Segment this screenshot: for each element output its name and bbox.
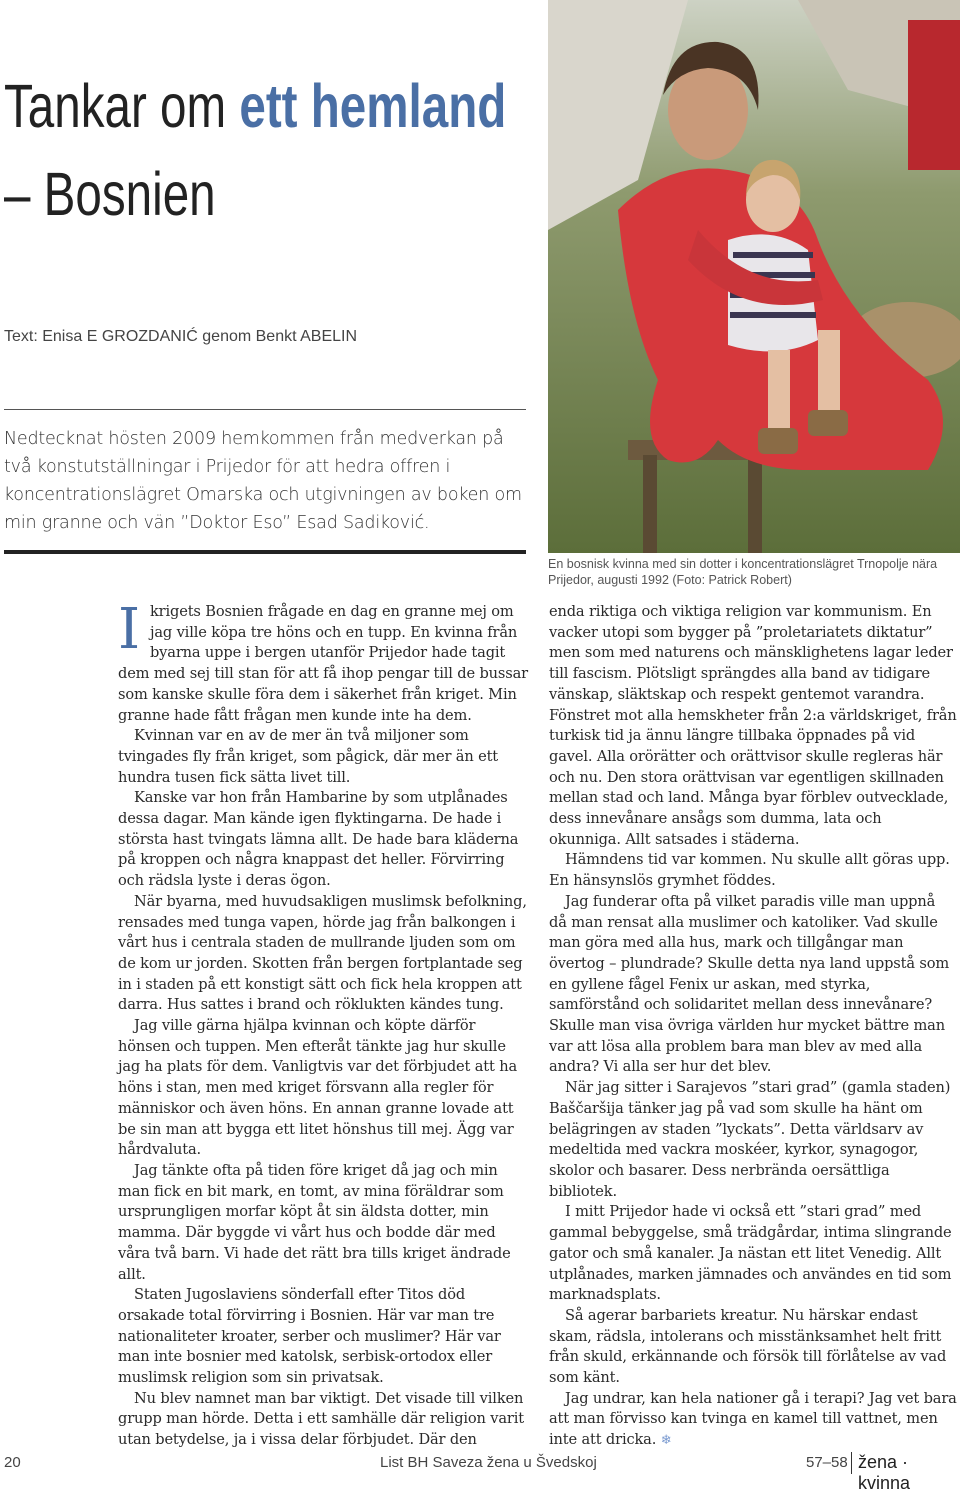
page-footer	[0, 1452, 960, 1493]
photo-caption: En bosnisk kvinna med sin dotter i koncentrationslägret Trnopolje nära Prijedor, augusti 1992 (Foto: Patrick Robert)	[548, 557, 938, 587]
paragraph: Staten Jugoslaviens sönderfall efter Titos död orsakade total förvirring i Bosnien. Här var man tre nationaliteter kroater, serber och muslimer? Här var man inte bosnier med katolsk, serbisk-ortodox eller muslimsk religion som sin privatsak.	[118, 1286, 501, 1387]
article-photo	[548, 0, 960, 553]
article-column-left	[118, 597, 528, 1451]
paragraph: Hämndens tid var kommen. Nu skulle allt göras upp. En hänsynslös grymhet föddes.	[549, 851, 950, 890]
paragraph: Kvinnan var en av de mer än två miljoner som tvingades fly från kriget, som pågick, där mer än ett hundra tusen fick sätta livet till.	[118, 727, 499, 786]
paragraph: Kanske var hon från Hambarine by som utplånades dessa dagar. Man kände igen flyktingarna. De hade i största hast tvingats lämna allt. De hade bara kläderna på kroppen och några knappast det heller. Förvirring och rädsla lyste i deras ögon.	[118, 789, 519, 890]
title-line2: – Bosnien	[4, 160, 216, 228]
paragraph: Jag tänkte ofta på tiden före kriget då jag och min man fick en bit mark, en tomt, av mina föräldrar som ursprungligen morfar köpt åt sin äldsta dotter, min mamma. Där byggde vi vårt hus och bodde där med våra två barn. Vi hade det rätt bra tills kriget ändrade allt.	[118, 1161, 511, 1283]
issue-number: 57–58	[806, 1454, 848, 1471]
paragraph: Nu blev namnet man bar viktigt. Det visade till vilken grupp man hörde. Detta i ett samhälle där religion varit utan betydelse, ja i vissa delar förbjudet. Där den	[118, 1389, 524, 1449]
byline: Text: Enisa E GROZDANIĆ genom Benkt ABELIN	[4, 328, 358, 345]
paragraph: Jag ville gärna hjälpa kvinnan och köpte därför hönsen och tuppen. Men efteråt tänkte jag hur skulle jag ha plats för dem. Vanligtvis var det förbjudet att ha höns i stan, men med kriget försvann alla regler för människor och även höns. En annan granne lovade att be sin man att bygga ett litet hönshus till mej. Ägg var hårdvaluta.	[118, 1017, 517, 1159]
paragraph: enda riktiga och viktiga religion var kommunism. En vacker utopi som bygger på ”proletariatets diktatur” men som med naturens och mänsklighetens lagar leder till fascism. Plötsligt sprängdes alla band av tidigare vänskap, släktskap och respekt gentemot varandra. Fönstret mot alla hemskheter från 2:a världskriget, från turkisk tid ja ännu längre tillbaka öppnades på vid gavel. Alla orörätter och orättvisor skulle regleras här och nu. Den stora orättvisan var egentligen skillnaden mellan stad och land. Många byar förblev outvecklade, dess innevånare ansågs som dumma, lata och okunniga. Allt satsades i städerna.	[549, 603, 957, 848]
paragraph: När jag sitter i Sarajevos ”stari grad” (gamla staden) Baščaršija tänker jag på vad som skulle ha hänt om belägringen av staden ”lyckats”. Detta världsarv av medeltida med vackra moskéer, kyrkor, synagogor, skolor och basarer. Dess nerbrända oersättliga bibliotek.	[549, 1079, 951, 1200]
publication-name: List BH Saveza žena u Švedskoj	[380, 1454, 597, 1471]
paragraph: Så agerar barbariets kreatur. Nu härskar endast skam, rädsla, intolerans och misstänksamhet helt fritt från skuld, erkännande och försök till förlåtelse av vad som känt.	[549, 1306, 947, 1387]
footer-separator	[851, 1452, 852, 1474]
article-column-right	[549, 602, 957, 1452]
paragraph: När byarna, med huvudsakligen muslimsk befolkning, rensades med tunga vapen, hörde jag från balkongen i vårt hus i centrala staden de mullrande ljuden som om de kom ur jorden. Skotten från bergen fortplantade seg in i staden på ett konstigt sätt och fick hela kroppen att darra. Hus sattes i brand och röklukten kändes tung.	[118, 892, 527, 1014]
end-mark-icon: ❄	[660, 1433, 672, 1449]
title-highlight: ett hemland	[239, 72, 507, 140]
magazine-brand: žena · kvinna	[858, 1452, 911, 1493]
paragraph: Ikrigets Bosnien frågade en dag en granne mej om jag ville köpa tre höns och en tupp. En kvinna från byarna uppe i bergen utanför Prijedor hade tagit dem med sej till stan för att få ihop pengar till de bussar som kanske skulle föra dem i säkerhet från kriget. Min granne hade fått frågan men kunde inte ha dem.	[118, 597, 528, 724]
article-title	[4, 62, 507, 238]
divider-bottom	[4, 550, 526, 554]
page-number: 20	[4, 1454, 21, 1471]
paragraph: Jag funderar ofta på vilket paradis ville man uppnå då man rensat alla muslimer och katoliker. Vad skulle man göra med alla hus, mark och tillgångar man övertog – plundrade? Skulle detta nya land uppstå som en gyllene fågel Fenix ur askan, med styrka, samförstånd och solidaritet mellan dess innevånare? Skulle man visa övriga världen hur mycket bättre man var att lösa alla problem bara man blev av med alla andra? Vi alla ser hur det blev.	[549, 892, 950, 1076]
divider-top	[4, 409, 526, 410]
lead-paragraph: Nedtecknat hösten 2009 hemkommen från medverkan på två konstutställningar i Prijedor för att hedra offren i koncentrationslägret Omarska och utgivningen av boken om min granne och vän ”Doktor Eso” Esad Sadiković.	[4, 429, 522, 533]
drop-cap: I	[118, 597, 140, 662]
title-part1: Tankar om	[4, 72, 240, 140]
paragraph: I mitt Prijedor hade vi också ett ”stari grad” med gammal bebyggelse, små trädgårdar, intima slingrande gator och små kanaler. Ja nästan ett litet Venedig. Allt utplånades, marken jämnades och användes en tid som marknadsplats.	[549, 1203, 952, 1304]
paragraph: Jag undrar, kan hela nationer gå i terapi? Jag vet bara att man förvisso kan tvinga en kamel till vattnet, men inte att dricka. ❄	[549, 1389, 957, 1449]
